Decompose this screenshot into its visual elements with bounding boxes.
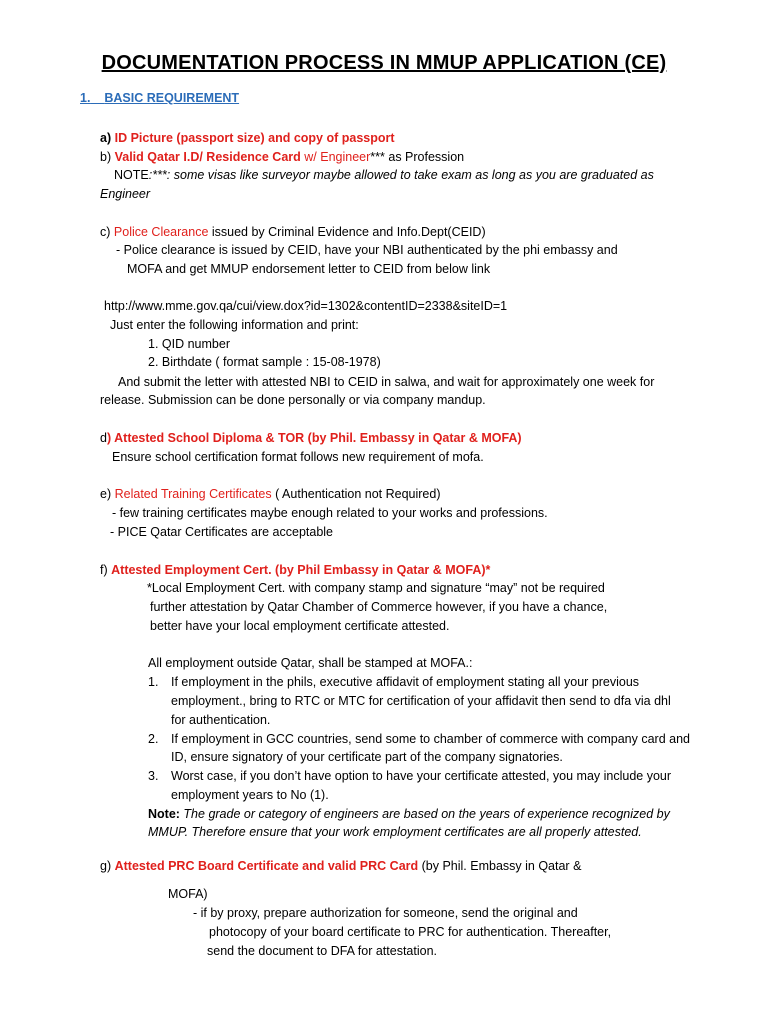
item-e-red: Related Training Certificates [114, 487, 272, 501]
item-e-rest: ( Authentication not Required) [271, 487, 441, 501]
item-b-red2: w/ Engineer [304, 150, 371, 164]
item-f-red: Attested Employment Cert. (by Phil Embassy in Qatar & MOFA)* [111, 563, 491, 577]
item-e-line1: - few training certificates maybe enough related to your works and professions. [112, 506, 548, 520]
item-d [100, 430, 522, 447]
list-item-text: employment., bring to RTC or MTC for certification of your affidavit then send to dfa via dhl [171, 694, 671, 708]
item-g-line2: photocopy of your board certificate to PRC for authentication. Thereafter, [209, 925, 612, 939]
item-e [100, 486, 441, 503]
item-c-enter: Just enter the following information and print: [110, 318, 359, 332]
item-g-prefix: g) [100, 859, 112, 873]
item-c-list-2: 2. Birthdate ( format sample : 15-08-1978) [148, 355, 381, 369]
item-g [100, 858, 581, 875]
note-text: :***: some visas like surveyor maybe allowed to take exam as long as you are graduated as [148, 168, 654, 182]
item-g-red: Attested PRC Board Certificate and valid PRC Card [114, 859, 419, 873]
item-a-text: ID Picture (passport size) and copy of passport [114, 131, 395, 145]
item-g-mofa: MOFA) [168, 887, 208, 901]
item-d-line1: Ensure school certification format follows new requirement of mofa. [112, 450, 484, 464]
note-label: Note: [148, 807, 180, 821]
item-e-prefix: e) [100, 487, 112, 501]
note-label: NOTE [114, 168, 149, 182]
item-b-note-cont: Engineer [100, 187, 151, 201]
item-f-outside: All employment outside Qatar, shall be stamped at MOFA.: [148, 656, 473, 670]
item-g-line1: - if by proxy, prepare authorization for someone, send the original and [193, 906, 578, 920]
list-item-text: If employment in the phils, executive affidavit of employment stating all your previous [171, 675, 640, 689]
section-heading [80, 91, 239, 105]
list-number: 2. [148, 732, 159, 746]
item-c-list-1: 1. QID number [148, 337, 230, 351]
item-c-submit2: release. Submission can be done personally or via company mandup. [100, 393, 486, 407]
ceid-link[interactable]: http://www.mme.gov.qa/cui/view.dox?id=1302&contentID=2338&siteID=1 [104, 299, 508, 313]
item-g-line3: send the document to DFA for attestation. [207, 944, 437, 958]
item-a [100, 130, 395, 147]
item-f-local1: *Local Employment Cert. with company stamp and signature “may” not be required [147, 581, 605, 595]
item-f-local3: better have your local employment certificate attested. [150, 619, 450, 633]
item-f [100, 562, 490, 579]
item-b-rest: *** as Profession [370, 150, 465, 164]
list-item-text: Worst case, if you don’t have option to have your certificate attested, you may include your [171, 769, 672, 783]
list-item-text: for authentication. [171, 713, 271, 727]
list-item-text: ID, ensure signatory of your certificate part of the company signatories. [171, 750, 563, 764]
item-d-prefix: d [100, 431, 107, 445]
item-b [100, 149, 464, 166]
item-d-red: ) Attested School Diploma & TOR (by Phil. Embassy in Qatar & MOFA) [106, 431, 522, 445]
section-number: 1. [80, 91, 91, 105]
item-c-prefix: c) [100, 225, 111, 239]
note-text: The grade or category of engineers are based on the years of experience recognized by [179, 807, 670, 821]
item-b-prefix: b) [100, 150, 112, 164]
list-item-text: employment years to No (1). [171, 788, 329, 802]
item-c-red: Police Clearance [113, 225, 209, 239]
item-c-submit1: And submit the letter with attested NBI to CEID in salwa, and wait for approximately one week for [118, 375, 655, 389]
section-label: BASIC REQUIREMENT [104, 91, 240, 105]
item-b-red1: Valid Qatar I.D/ Residence Card [114, 150, 301, 164]
item-c-line1: - Police clearance is issued by CEID, have your NBI authenticated by the phi embassy and [116, 243, 618, 257]
list-item-text: If employment in GCC countries, send some to chamber of commerce with company card and [171, 732, 690, 746]
item-c [100, 224, 486, 241]
list-number: 3. [148, 769, 159, 783]
item-b-note [114, 167, 654, 184]
page-title: DOCUMENTATION PROCESS IN MMUP APPLICATION (CE) [101, 52, 667, 74]
item-e-line2: - PICE Qatar Certificates are acceptable [110, 525, 334, 539]
item-g-rest: (by Phil. Embassy in Qatar & [418, 859, 582, 873]
item-f-prefix: f) [100, 563, 108, 577]
item-f-note [148, 806, 670, 823]
item-f-local2: further attestation by Qatar Chamber of Commerce however, if you have a chance, [150, 600, 608, 614]
item-f-note2: MMUP. Therefore ensure that your work employment certificates are all properly attested. [148, 825, 642, 839]
item-c-rest: issued by Criminal Evidence and Info.Dept(CEID) [208, 225, 486, 239]
item-a-prefix: a) [100, 131, 112, 145]
item-c-line2: MOFA and get MMUP endorsement letter to CEID from below link [127, 262, 491, 276]
list-number: 1. [148, 675, 159, 689]
